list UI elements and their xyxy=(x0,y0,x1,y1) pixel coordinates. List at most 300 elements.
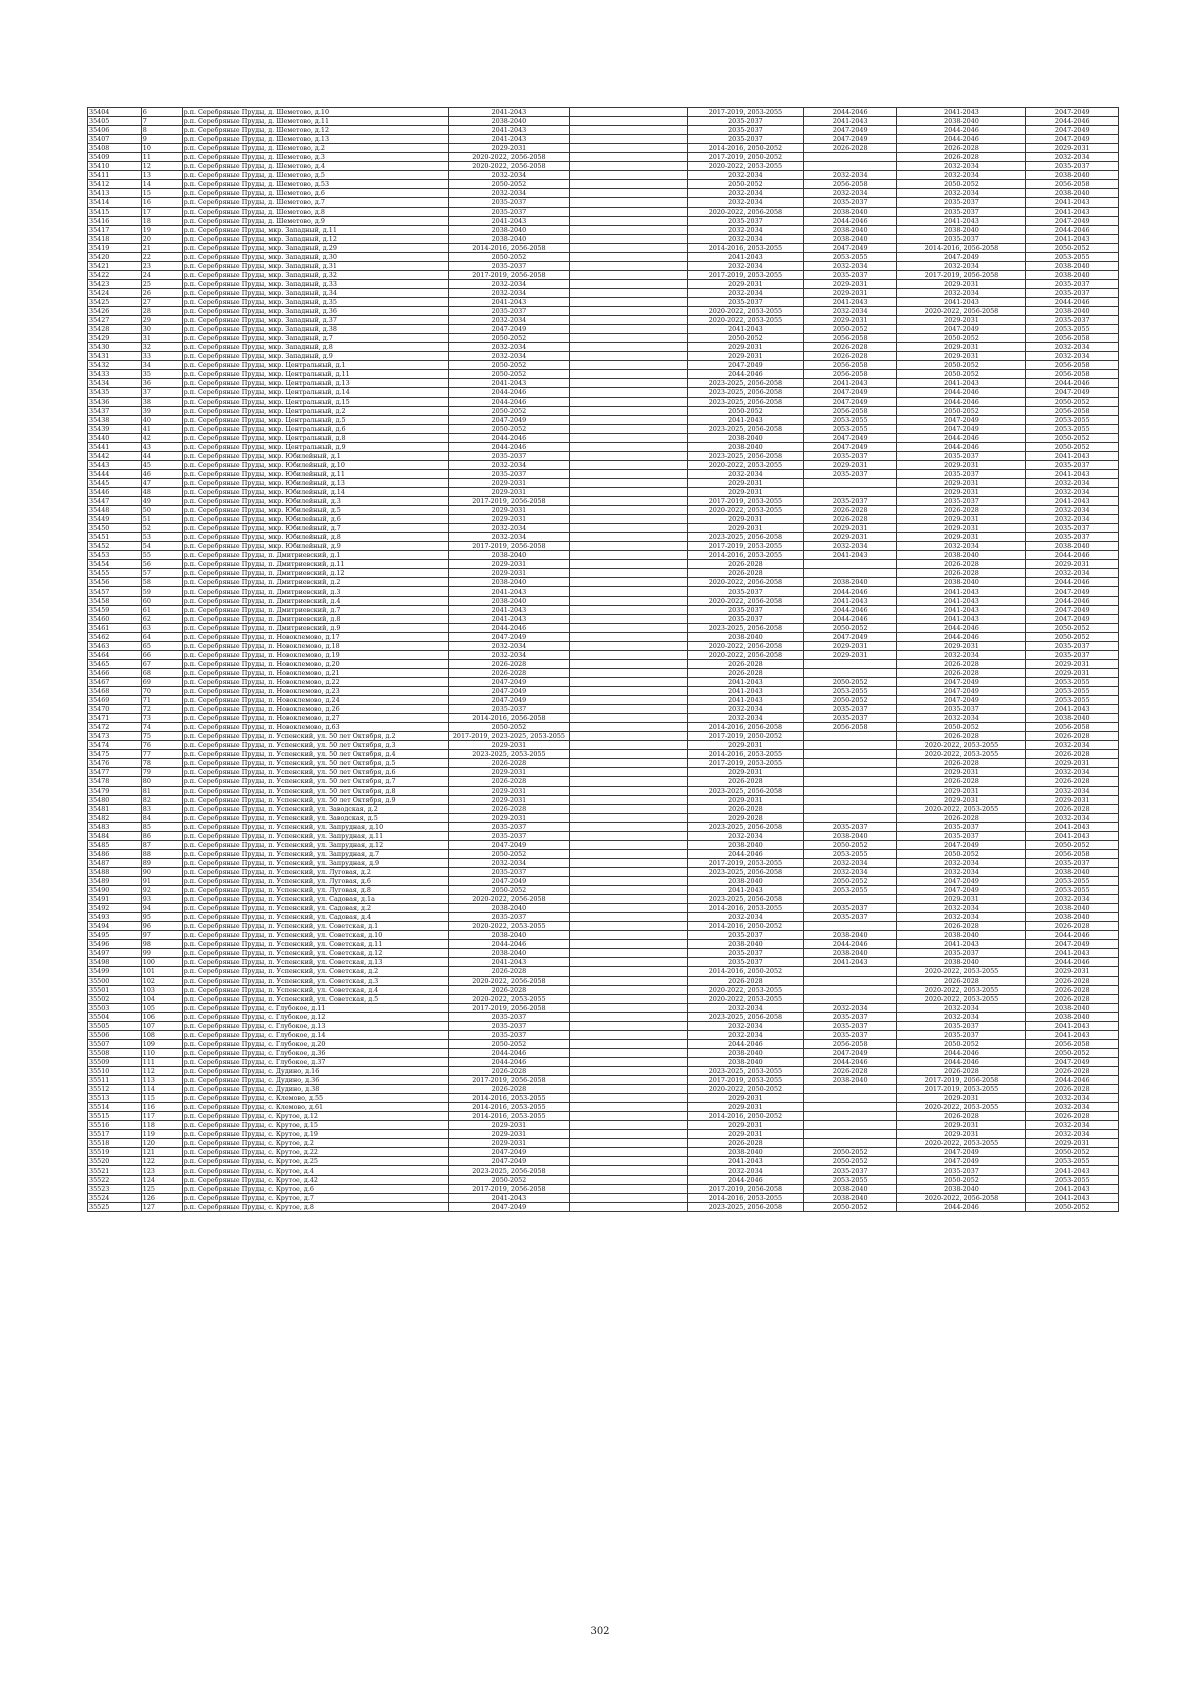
period-cell-1: 2014-2016, 2053-2055 xyxy=(449,1094,569,1103)
period-cell-6: 2044-2046 xyxy=(1026,551,1119,560)
row-number-cell: 96 xyxy=(141,922,182,931)
address-cell: р.п. Серебряные Пруды, мкр. Западный, д.34 xyxy=(182,288,449,297)
period-cell-3: 2032-2034 xyxy=(687,189,803,198)
period-cell-5: 2029-2031 xyxy=(897,487,1026,496)
address-cell: р.п. Серебряные Пруды, п. Успенский, ул. 50 лет Октября, д.9 xyxy=(182,795,449,804)
registry-number-cell: 35507 xyxy=(88,1039,142,1048)
registry-number-cell: 35506 xyxy=(88,1030,142,1039)
registry-number-cell: 35414 xyxy=(88,198,142,207)
period-cell-4: 2047-2049 xyxy=(803,388,897,397)
table-row xyxy=(88,352,1119,361)
period-cell-4: 2053-2055 xyxy=(803,424,897,433)
period-cell-6: 2056-2058 xyxy=(1026,334,1119,343)
period-cell-6: 2047-2049 xyxy=(1026,1057,1119,1066)
period-cell-3: 2029-2031 xyxy=(687,1103,803,1112)
period-cell-3: 2023-2025, 2056-2058 xyxy=(687,867,803,876)
period-cell-2 xyxy=(569,876,687,885)
table-row xyxy=(88,216,1119,225)
row-number-cell: 10 xyxy=(141,144,182,153)
period-cell-3: 2044-2046 xyxy=(687,1039,803,1048)
period-cell-5: 2026-2028 xyxy=(897,813,1026,822)
period-cell-3: 2041-2043 xyxy=(687,1157,803,1166)
period-cell-4: 2029-2031 xyxy=(803,316,897,325)
row-number-cell: 73 xyxy=(141,714,182,723)
row-number-cell: 122 xyxy=(141,1157,182,1166)
table-row xyxy=(88,804,1119,813)
registry-number-cell: 35465 xyxy=(88,659,142,668)
registry-number-cell: 35502 xyxy=(88,994,142,1003)
period-cell-3: 2026-2028 xyxy=(687,560,803,569)
period-cell-5: 2050-2052 xyxy=(897,370,1026,379)
period-cell-6: 2047-2049 xyxy=(1026,108,1119,117)
address-cell: р.п. Серебряные Пруды, с. Крутое, д.42 xyxy=(182,1175,449,1184)
row-number-cell: 126 xyxy=(141,1193,182,1202)
table-row xyxy=(88,424,1119,433)
period-cell-3: 2032-2034 xyxy=(687,288,803,297)
registry-number-cell: 35440 xyxy=(88,433,142,442)
row-number-cell: 118 xyxy=(141,1121,182,1130)
period-cell-6: 2044-2046 xyxy=(1026,578,1119,587)
registry-number-cell: 35463 xyxy=(88,641,142,650)
table-row xyxy=(88,632,1119,641)
address-cell: р.п. Серебряные Пруды, с. Крутое, д.15 xyxy=(182,1121,449,1130)
period-cell-5: 2026-2028 xyxy=(897,153,1026,162)
registry-number-cell: 35513 xyxy=(88,1094,142,1103)
period-cell-1: 2032-2034 xyxy=(449,279,569,288)
period-cell-3: 2035-2037 xyxy=(687,135,803,144)
address-cell: р.п. Серебряные Пруды, мкр. Западный, д.9 xyxy=(182,352,449,361)
period-cell-6: 2029-2031 xyxy=(1026,967,1119,976)
table-row xyxy=(88,198,1119,207)
period-cell-5: 2044-2046 xyxy=(897,1048,1026,1057)
row-number-cell: 47 xyxy=(141,478,182,487)
registry-number-cell: 35519 xyxy=(88,1148,142,1157)
period-cell-3: 2023-2025, 2053-2055 xyxy=(687,1066,803,1075)
table-row xyxy=(88,442,1119,451)
period-cell-4: 2032-2034 xyxy=(803,171,897,180)
table-row xyxy=(88,1076,1119,1085)
period-cell-1: 2017-2019, 2056-2058 xyxy=(449,1076,569,1085)
period-cell-2 xyxy=(569,261,687,270)
period-cell-6: 2041-2043 xyxy=(1026,822,1119,831)
period-cell-6: 2050-2052 xyxy=(1026,623,1119,632)
address-cell: р.п. Серебряные Пруды, п. Успенский, ул. Советская, д.10 xyxy=(182,931,449,940)
period-cell-4: 2047-2049 xyxy=(803,126,897,135)
registry-number-cell: 35460 xyxy=(88,614,142,623)
period-cell-4 xyxy=(803,659,897,668)
row-number-cell: 97 xyxy=(141,931,182,940)
address-cell: р.п. Серебряные Пруды, с. Крутое, д.8 xyxy=(182,1202,449,1211)
period-cell-6: 2026-2028 xyxy=(1026,1066,1119,1075)
period-cell-4: 2044-2046 xyxy=(803,614,897,623)
period-cell-1: 2050-2052 xyxy=(449,334,569,343)
table-row xyxy=(88,542,1119,551)
period-cell-4: 2050-2052 xyxy=(803,677,897,686)
period-cell-4: 2038-2040 xyxy=(803,207,897,216)
period-cell-1: 2029-2031 xyxy=(449,478,569,487)
address-cell: р.п. Серебряные Пруды, мкр. Центральный, д.15 xyxy=(182,397,449,406)
registry-number-cell: 35415 xyxy=(88,207,142,216)
registry-number-cell: 35430 xyxy=(88,343,142,352)
table-row xyxy=(88,777,1119,786)
registry-number-cell: 35495 xyxy=(88,931,142,940)
registry-number-cell: 35510 xyxy=(88,1066,142,1075)
registry-number-cell: 35469 xyxy=(88,696,142,705)
period-cell-6: 2038-2040 xyxy=(1026,714,1119,723)
period-cell-5: 2020-2022, 2053-2055 xyxy=(897,967,1026,976)
period-cell-4: 2047-2049 xyxy=(803,397,897,406)
period-cell-4 xyxy=(803,994,897,1003)
address-cell: р.п. Серебряные Пруды, п. Успенский, ул. 50 лет Октября, д.6 xyxy=(182,768,449,777)
table-row xyxy=(88,515,1119,524)
period-cell-2 xyxy=(569,533,687,542)
address-cell: р.п. Серебряные Пруды, п. Успенский, ул. Заводская, д.2 xyxy=(182,804,449,813)
period-cell-4: 2047-2049 xyxy=(803,1048,897,1057)
table-row xyxy=(88,433,1119,442)
period-cell-4: 2035-2037 xyxy=(803,270,897,279)
registry-number-cell: 35525 xyxy=(88,1202,142,1211)
table-row xyxy=(88,117,1119,126)
period-cell-2 xyxy=(569,1094,687,1103)
period-cell-3: 2017-2019, 2050-2052 xyxy=(687,153,803,162)
period-cell-5: 2041-2043 xyxy=(897,379,1026,388)
period-cell-6: 2038-2040 xyxy=(1026,171,1119,180)
registry-number-cell: 35476 xyxy=(88,759,142,768)
address-cell: р.п. Серебряные Пруды, с. Крутое, д.7 xyxy=(182,1193,449,1202)
period-cell-1: 2014-2016, 2053-2055 xyxy=(449,1103,569,1112)
period-cell-1: 2029-2031 xyxy=(449,487,569,496)
registry-number-cell: 35412 xyxy=(88,180,142,189)
period-cell-1: 2047-2049 xyxy=(449,1202,569,1211)
table-row xyxy=(88,144,1119,153)
registry-number-cell: 35487 xyxy=(88,858,142,867)
period-cell-5: 2029-2031 xyxy=(897,641,1026,650)
period-cell-2 xyxy=(569,126,687,135)
period-cell-2 xyxy=(569,958,687,967)
period-cell-6: 2035-2037 xyxy=(1026,279,1119,288)
row-number-cell: 8 xyxy=(141,126,182,135)
period-cell-1: 2035-2037 xyxy=(449,822,569,831)
registry-number-cell: 35477 xyxy=(88,768,142,777)
period-cell-3: 2017-2019, 2053-2055 xyxy=(687,542,803,551)
period-cell-4: 2053-2055 xyxy=(803,886,897,895)
table-row xyxy=(88,904,1119,913)
period-cell-5: 2041-2043 xyxy=(897,940,1026,949)
row-number-cell: 39 xyxy=(141,406,182,415)
address-cell: р.п. Серебряные Пруды, п. Дмитриевский, д.1 xyxy=(182,551,449,560)
period-cell-2 xyxy=(569,1130,687,1139)
row-number-cell: 69 xyxy=(141,677,182,686)
row-number-cell: 12 xyxy=(141,162,182,171)
row-number-cell: 113 xyxy=(141,1076,182,1085)
period-cell-1: 2035-2037 xyxy=(449,469,569,478)
period-cell-5: 2029-2031 xyxy=(897,515,1026,524)
period-cell-3: 2038-2040 xyxy=(687,632,803,641)
period-cell-5: 2044-2046 xyxy=(897,442,1026,451)
registry-number-cell: 35451 xyxy=(88,533,142,542)
address-cell: р.п. Серебряные Пруды, п. Успенский, ул. 50 лет Октября, д.5 xyxy=(182,759,449,768)
address-cell: р.п. Серебряные Пруды, с. Дудино, д.36 xyxy=(182,1076,449,1085)
period-cell-4: 2050-2052 xyxy=(803,840,897,849)
period-cell-2 xyxy=(569,542,687,551)
registry-number-cell: 35523 xyxy=(88,1184,142,1193)
period-cell-3: 2020-2022, 2056-2058 xyxy=(687,596,803,605)
period-cell-1: 2050-2052 xyxy=(449,1175,569,1184)
row-number-cell: 83 xyxy=(141,804,182,813)
registry-number-cell: 35516 xyxy=(88,1121,142,1130)
address-cell: р.п. Серебряные Пруды, п. Успенский, ул. Запрудная, д.7 xyxy=(182,849,449,858)
period-cell-1: 2020-2022, 2056-2058 xyxy=(449,976,569,985)
period-cell-2 xyxy=(569,189,687,198)
row-number-cell: 82 xyxy=(141,795,182,804)
period-cell-5: 2029-2031 xyxy=(897,795,1026,804)
period-cell-1: 2026-2028 xyxy=(449,804,569,813)
period-cell-6: 2026-2028 xyxy=(1026,922,1119,931)
table-row xyxy=(88,379,1119,388)
table-row xyxy=(88,913,1119,922)
address-cell: р.п. Серебряные Пруды, п. Успенский, ул. Запрудная, д.10 xyxy=(182,822,449,831)
registry-number-cell: 35478 xyxy=(88,777,142,786)
period-cell-4: 2032-2034 xyxy=(803,858,897,867)
address-cell: р.п. Серебряные Пруды, мкр. Западный, д.11 xyxy=(182,225,449,234)
period-cell-3: 2020-2022, 2053-2055 xyxy=(687,316,803,325)
address-cell: р.п. Серебряные Пруды, с. Крутое, д.4 xyxy=(182,1166,449,1175)
period-cell-2 xyxy=(569,451,687,460)
address-cell: р.п. Серебряные Пруды, д. Шеметово, д.3 xyxy=(182,153,449,162)
period-cell-5: 2035-2037 xyxy=(897,1166,1026,1175)
registry-number-cell: 35481 xyxy=(88,804,142,813)
row-number-cell: 92 xyxy=(141,886,182,895)
period-cell-4: 2029-2031 xyxy=(803,460,897,469)
period-cell-2 xyxy=(569,569,687,578)
period-cell-2 xyxy=(569,334,687,343)
registry-number-cell: 35407 xyxy=(88,135,142,144)
period-cell-3: 2032-2034 xyxy=(687,171,803,180)
period-cell-1: 2029-2031 xyxy=(449,506,569,515)
period-cell-5: 2050-2052 xyxy=(897,180,1026,189)
period-cell-3: 2023-2025, 2056-2058 xyxy=(687,424,803,433)
period-cell-4: 2026-2028 xyxy=(803,515,897,524)
table-row xyxy=(88,316,1119,325)
period-cell-6: 2056-2058 xyxy=(1026,1039,1119,1048)
table-row xyxy=(88,135,1119,144)
period-cell-3: 2020-2022, 2053-2055 xyxy=(687,307,803,316)
period-cell-6: 2032-2034 xyxy=(1026,352,1119,361)
address-cell: р.п. Серебряные Пруды, мкр. Центральный, д.5 xyxy=(182,415,449,424)
period-cell-6: 2053-2055 xyxy=(1026,687,1119,696)
period-cell-6: 2041-2043 xyxy=(1026,1184,1119,1193)
period-cell-4: 2056-2058 xyxy=(803,723,897,732)
period-cell-6: 2047-2049 xyxy=(1026,614,1119,623)
period-cell-6: 2044-2046 xyxy=(1026,225,1119,234)
row-number-cell: 58 xyxy=(141,578,182,587)
row-number-cell: 23 xyxy=(141,261,182,270)
period-cell-4: 2035-2037 xyxy=(803,451,897,460)
registry-number-cell: 35418 xyxy=(88,234,142,243)
period-cell-2 xyxy=(569,1148,687,1157)
row-number-cell: 35 xyxy=(141,370,182,379)
registry-number-cell: 35438 xyxy=(88,415,142,424)
row-number-cell: 99 xyxy=(141,949,182,958)
period-cell-6: 2032-2034 xyxy=(1026,813,1119,822)
period-cell-4: 2038-2040 xyxy=(803,831,897,840)
registry-number-cell: 35520 xyxy=(88,1157,142,1166)
table-row xyxy=(88,415,1119,424)
period-cell-1: 2029-2031 xyxy=(449,1130,569,1139)
table-row xyxy=(88,388,1119,397)
period-cell-6: 2035-2037 xyxy=(1026,524,1119,533)
registry-number-cell: 35457 xyxy=(88,587,142,596)
period-cell-4: 2041-2043 xyxy=(803,297,897,306)
period-cell-3: 2032-2034 xyxy=(687,234,803,243)
period-cell-4 xyxy=(803,162,897,171)
address-cell: р.п. Серебряные Пруды, п. Новоклемово, д.26 xyxy=(182,705,449,714)
period-cell-1: 2035-2037 xyxy=(449,207,569,216)
period-cell-2 xyxy=(569,469,687,478)
address-cell: р.п. Серебряные Пруды, п. Успенский, ул. 50 лет Октября, д.8 xyxy=(182,786,449,795)
row-number-cell: 95 xyxy=(141,913,182,922)
address-cell: р.п. Серебряные Пруды, с. Глубокое, д.36 xyxy=(182,1048,449,1057)
period-cell-6: 2053-2055 xyxy=(1026,424,1119,433)
period-cell-6: 2029-2031 xyxy=(1026,759,1119,768)
row-number-cell: 101 xyxy=(141,967,182,976)
period-cell-2 xyxy=(569,822,687,831)
period-cell-2 xyxy=(569,641,687,650)
period-cell-2 xyxy=(569,750,687,759)
period-cell-6: 2029-2031 xyxy=(1026,1139,1119,1148)
period-cell-4 xyxy=(803,668,897,677)
table-row xyxy=(88,750,1119,759)
period-cell-3: 2020-2022, 2053-2055 xyxy=(687,985,803,994)
period-cell-5: 2029-2031 xyxy=(897,316,1026,325)
period-cell-2 xyxy=(569,632,687,641)
address-cell: р.п. Серебряные Пруды, с. Крутое, д.19 xyxy=(182,1130,449,1139)
row-number-cell: 25 xyxy=(141,279,182,288)
period-cell-1: 2032-2034 xyxy=(449,288,569,297)
period-cell-2 xyxy=(569,895,687,904)
table-row xyxy=(88,831,1119,840)
registry-number-cell: 35436 xyxy=(88,397,142,406)
table-body xyxy=(88,108,1119,1212)
period-cell-1: 2023-2025, 2053-2055 xyxy=(449,750,569,759)
registry-number-cell: 35461 xyxy=(88,623,142,632)
row-number-cell: 68 xyxy=(141,668,182,677)
period-cell-3: 2023-2025, 2056-2058 xyxy=(687,822,803,831)
registry-number-cell: 35464 xyxy=(88,650,142,659)
period-cell-4 xyxy=(803,569,897,578)
period-cell-1: 2017-2019, 2023-2025, 2053-2055 xyxy=(449,732,569,741)
period-cell-3: 2029-2031 xyxy=(687,1094,803,1103)
period-cell-5: 2035-2037 xyxy=(897,831,1026,840)
period-cell-5: 2026-2028 xyxy=(897,777,1026,786)
table-row xyxy=(88,985,1119,994)
period-cell-5: 2047-2049 xyxy=(897,1157,1026,1166)
period-cell-6: 2053-2055 xyxy=(1026,252,1119,261)
period-cell-6: 2032-2034 xyxy=(1026,1103,1119,1112)
table-row xyxy=(88,487,1119,496)
row-number-cell: 48 xyxy=(141,487,182,496)
period-cell-2 xyxy=(569,1157,687,1166)
registry-number-cell: 35524 xyxy=(88,1193,142,1202)
period-cell-5: 2026-2028 xyxy=(897,659,1026,668)
address-cell: р.п. Серебряные Пруды, п. Новоклемово, д.24 xyxy=(182,696,449,705)
period-cell-2 xyxy=(569,460,687,469)
address-cell: р.п. Серебряные Пруды, д. Шеметово, д.6 xyxy=(182,189,449,198)
registry-number-cell: 35429 xyxy=(88,334,142,343)
period-cell-5: 2035-2037 xyxy=(897,497,1026,506)
registry-number-cell: 35498 xyxy=(88,958,142,967)
address-cell: р.п. Серебряные Пруды, с. Клемово, д.61 xyxy=(182,1103,449,1112)
address-cell: р.п. Серебряные Пруды, мкр. Юбилейный, д.14 xyxy=(182,487,449,496)
row-number-cell: 116 xyxy=(141,1103,182,1112)
period-cell-4: 2032-2034 xyxy=(803,1003,897,1012)
row-number-cell: 7 xyxy=(141,117,182,126)
period-cell-1: 2047-2049 xyxy=(449,1148,569,1157)
period-cell-6: 2038-2040 xyxy=(1026,913,1119,922)
row-number-cell: 63 xyxy=(141,623,182,632)
period-cell-4 xyxy=(803,768,897,777)
period-cell-4: 2044-2046 xyxy=(803,1057,897,1066)
period-cell-1: 2044-2046 xyxy=(449,433,569,442)
period-cell-5: 2029-2031 xyxy=(897,533,1026,542)
period-cell-3: 2014-2016, 2053-2055 xyxy=(687,1193,803,1202)
period-cell-1: 2017-2019, 2056-2058 xyxy=(449,542,569,551)
registry-number-cell: 35488 xyxy=(88,867,142,876)
registry-number-cell: 35452 xyxy=(88,542,142,551)
period-cell-5: 2038-2040 xyxy=(897,578,1026,587)
period-cell-2 xyxy=(569,352,687,361)
registry-number-cell: 35411 xyxy=(88,171,142,180)
table-row xyxy=(88,162,1119,171)
row-number-cell: 31 xyxy=(141,334,182,343)
period-cell-1: 2038-2040 xyxy=(449,578,569,587)
period-cell-3: 2023-2025, 2056-2058 xyxy=(687,1202,803,1211)
registry-number-cell: 35449 xyxy=(88,515,142,524)
period-cell-2 xyxy=(569,297,687,306)
table-row xyxy=(88,813,1119,822)
period-cell-6: 2053-2055 xyxy=(1026,886,1119,895)
table-row xyxy=(88,126,1119,135)
row-number-cell: 44 xyxy=(141,451,182,460)
period-cell-5: 2047-2049 xyxy=(897,696,1026,705)
period-cell-3: 2050-2052 xyxy=(687,180,803,189)
period-cell-4 xyxy=(803,153,897,162)
row-number-cell: 115 xyxy=(141,1094,182,1103)
period-cell-3: 2029-2031 xyxy=(687,741,803,750)
period-cell-1: 2032-2034 xyxy=(449,858,569,867)
period-cell-6: 2032-2034 xyxy=(1026,1130,1119,1139)
registry-number-cell: 35455 xyxy=(88,569,142,578)
registry-number-cell: 35425 xyxy=(88,297,142,306)
period-cell-5: 2029-2031 xyxy=(897,343,1026,352)
registry-number-cell: 35482 xyxy=(88,813,142,822)
registry-number-cell: 35421 xyxy=(88,261,142,270)
table-row xyxy=(88,705,1119,714)
table-row xyxy=(88,623,1119,632)
period-cell-3: 2023-2025, 2056-2058 xyxy=(687,533,803,542)
period-cell-5: 2050-2052 xyxy=(897,723,1026,732)
period-cell-4: 2050-2052 xyxy=(803,696,897,705)
table-row xyxy=(88,469,1119,478)
address-cell: р.п. Серебряные Пруды, д. Шеметово, д.13 xyxy=(182,135,449,144)
period-cell-1: 2044-2046 xyxy=(449,623,569,632)
period-cell-6: 2053-2055 xyxy=(1026,1157,1119,1166)
row-number-cell: 26 xyxy=(141,288,182,297)
address-cell: р.п. Серебряные Пруды, п. Новоклемово, д.18 xyxy=(182,641,449,650)
row-number-cell: 119 xyxy=(141,1130,182,1139)
table-row xyxy=(88,560,1119,569)
period-cell-5: 2026-2028 xyxy=(897,922,1026,931)
